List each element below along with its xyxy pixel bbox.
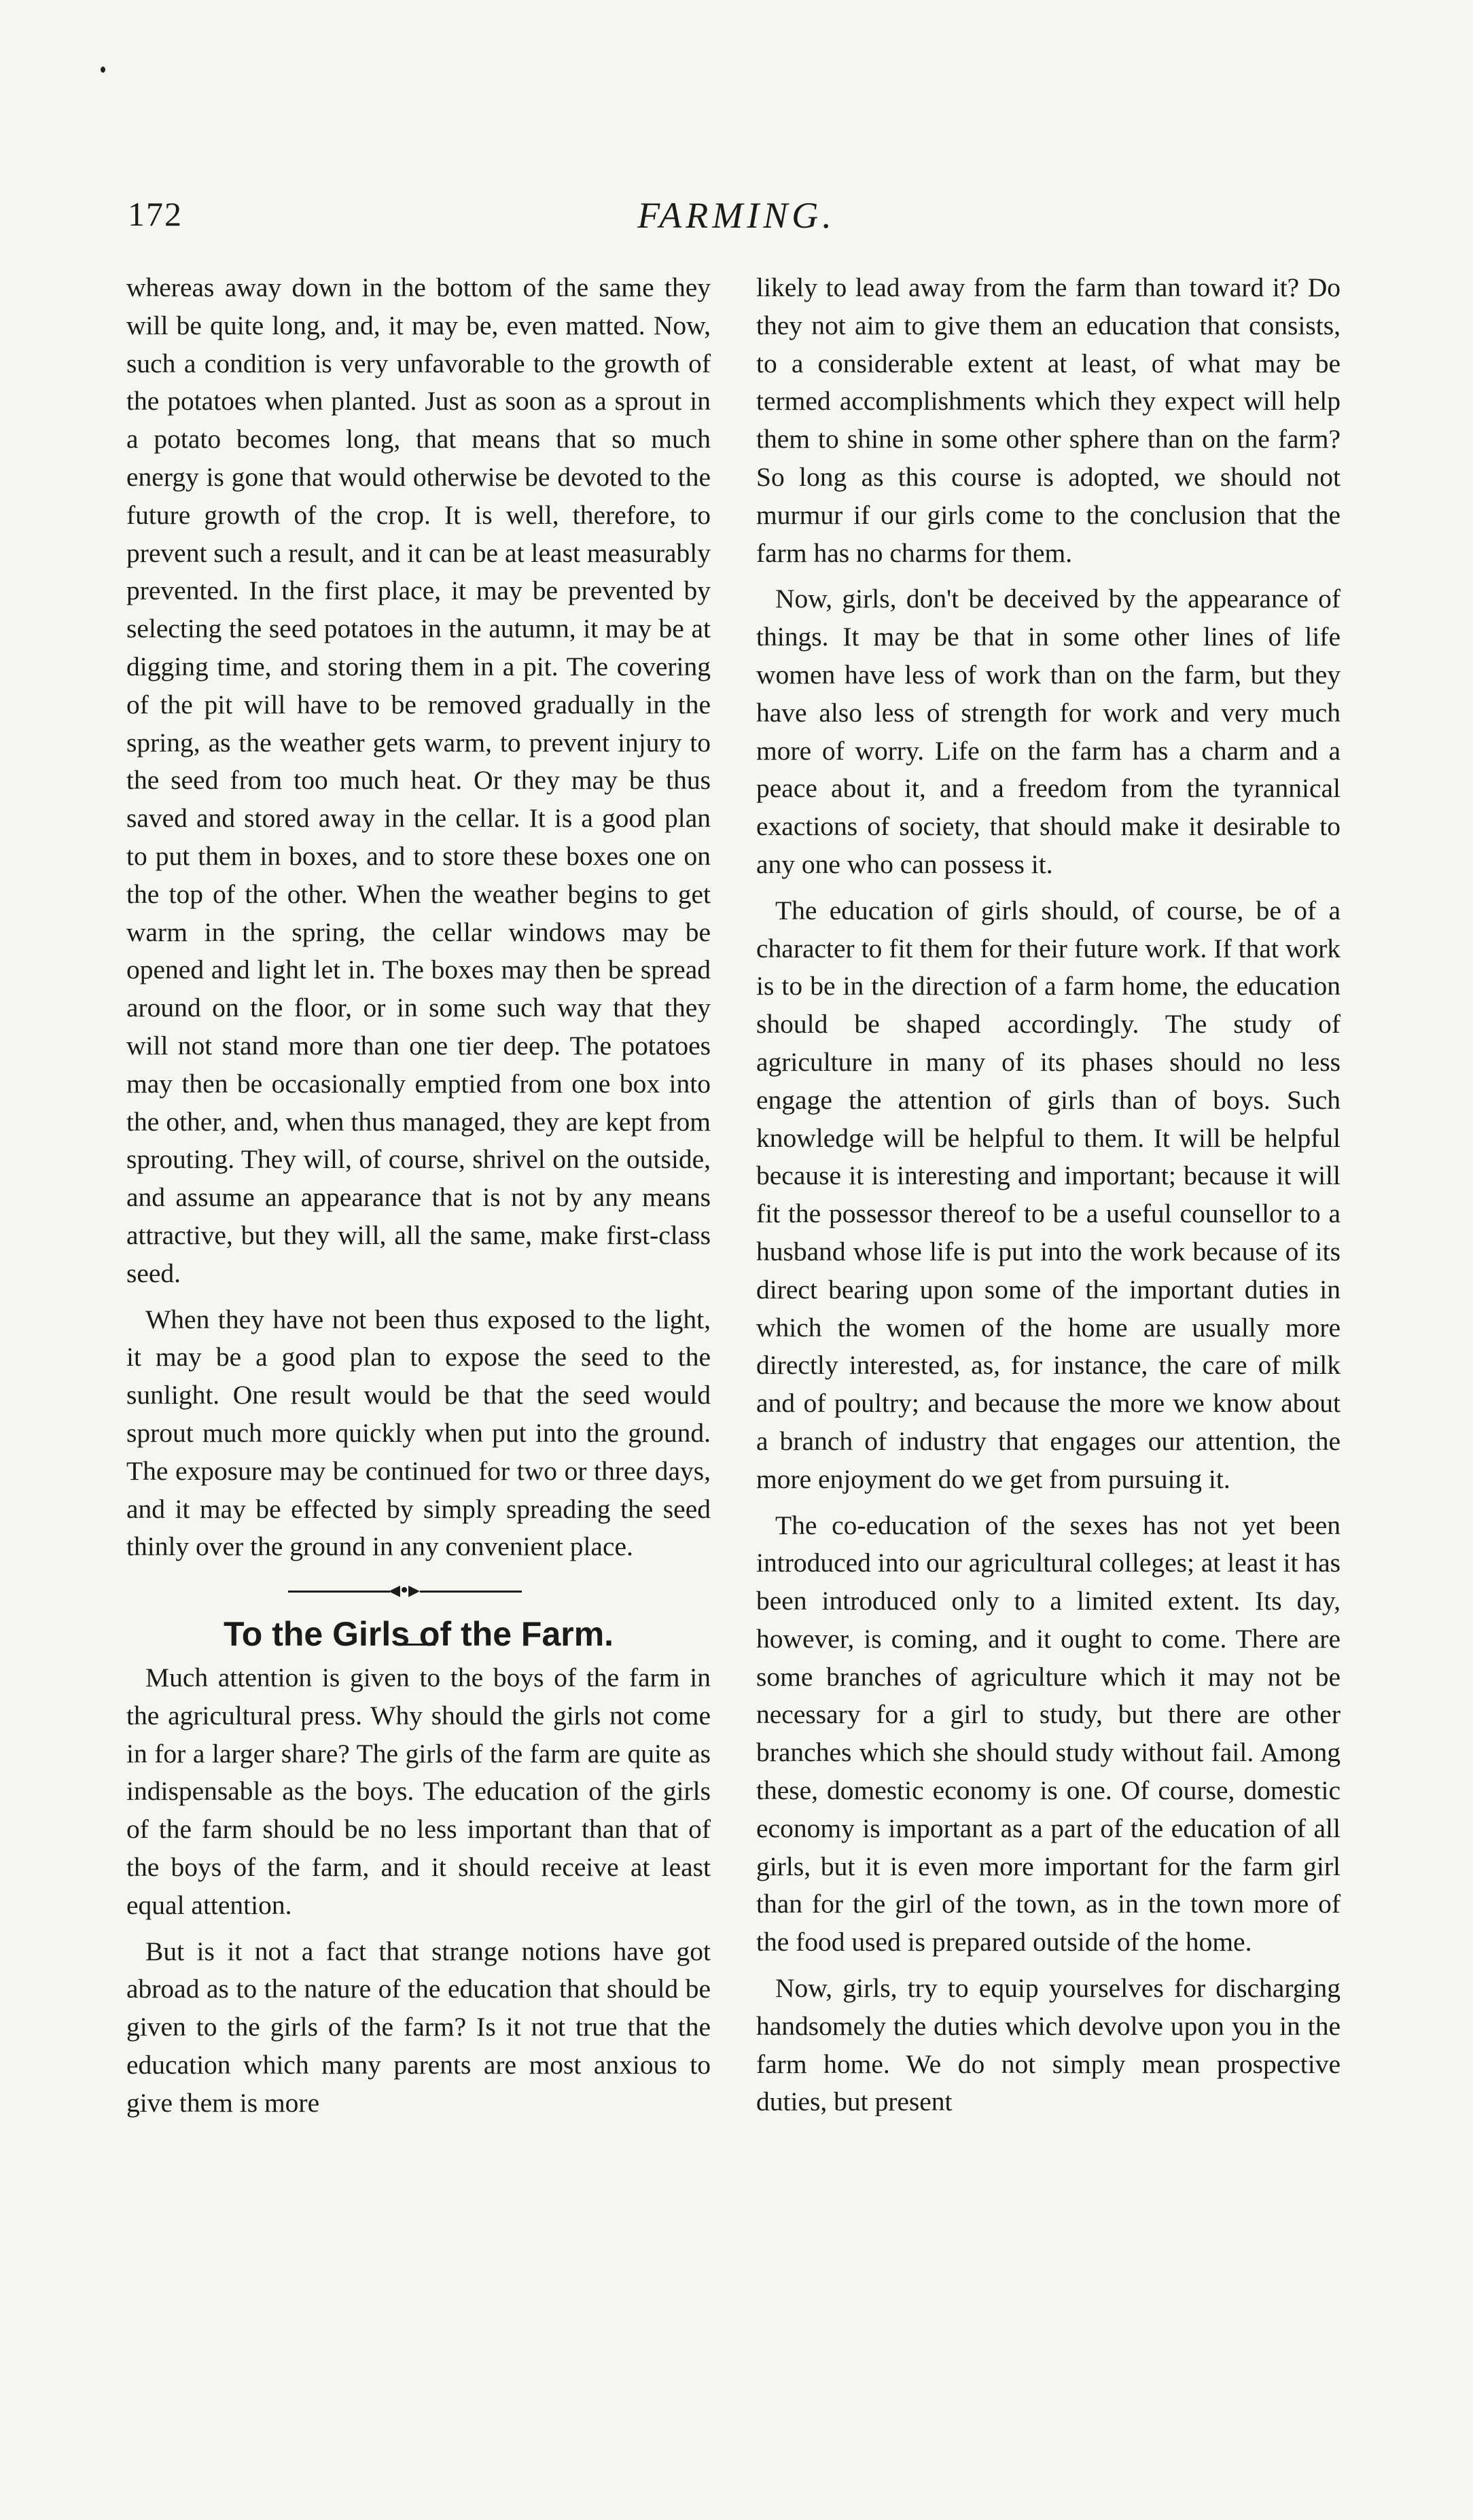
section-title: To the Girls of the Farm. <box>223 1615 614 1654</box>
divider-line <box>288 1591 390 1593</box>
left-column <box>126 269 711 2123</box>
paragraph: But is it not a fact that strange notions have got abroad as to the nature of the education that should be given to the girls of the farm? Is it not true that the education which many parents are most anxious to give them is more <box>126 1936 711 2118</box>
margin-speck <box>101 67 105 73</box>
page-number: 172 <box>128 195 183 233</box>
paragraph: Now, girls, try to equip yourselves for discharging handsomely the duties which devolve upon you in the farm home. We do not simply mean prospective duties, but present <box>756 1973 1341 2117</box>
paragraph: likely to lead away from the farm than toward it? Do they not aim to give them an education that consists, to a considerable extent at least, of what may be termed accomplishments which they expect will help them to shine in some other sphere than on the farm? So long as this course is adopted, we should not murmur if our girls come to the conclusion that the farm has no charms for them. <box>756 272 1341 568</box>
paragraph: The co-education of the sexes has not yet been introduced into our agricultural colleges; at least it has been introduced only to a limited extent. Its day, however, is coming, and it ought to come. There are some branches of agriculture which it may not be necessary for a girl to study, but there are other branches which she should study without fail. Among these, domestic economy is one. Of course, domestic economy is important as a part of the education of all girls, but it is even more important for the farm girl than for the girl of the town, as in the town more of the food used is prepared outside of the home. <box>756 1510 1341 1957</box>
running-title: FARMING. <box>637 195 836 236</box>
paragraph: Now, girls, don't be deceived by the appearance of things. It may be that in some other lines of life women have less of work than on the farm, but they have also less of strength for work and very much more of worry. Life on the farm has a charm and a peace about it, and a freedom from the tyrannical exactions of society, that should make it desirable to any one who can possess it. <box>756 584 1341 879</box>
paragraph: When they have not been thus exposed to the light, it may be a good plan to expose the seed to the sunlight. One result would be that the seed would sprout much more quickly when put into the ground. The exposure may be continued for two or three days, and it may be effected by simply spreading the seed thinly over the ground in any convenient place. <box>126 1304 711 1562</box>
paragraph: whereas away down in the bottom of the same they will be quite long, and, it may be, even matted. Now, such a condition is very unfavorable to the growth of the potatoes when planted. Just as soon as a sprout in a potato becomes long, that means that so much energy is gone that would otherwise be devoted to the future growth of the crop. It is well, therefore, to prevent such a result, and it can be at least measurably prevented. In the first place, it may be prevented by selecting the seed potatoes in the autumn, it may be at digging time, and storing them in a pit. The covering of the pit will have to be removed gradually in the spring, as the weather gets warm, to prevent injury to the seed from too much heat. Or they may be thus saved and stored away in the cellar. It is a good plan to put them in boxes, and to store these boxes one on the top of the other. When the weather begins to get warm in the spring, the cellar windows may be opened and light let in. The boxes may then be spread around on the floor, or in some such way that they will not stand more than one tier deep. The potatoes may then be occasionally emptied from one box into the other, and, when thus managed, they are kept from sprouting. They will, of course, shrivel on the outside, and assume an appearance that is not by any means attractive, but they will, all the same, make first-class seed. <box>126 272 711 1288</box>
paragraph: The education of girls should, of course, be of a character to fit them for their future work. If that work is to be in the direction of a farm home, the education should be shaped accordingly. The study of agriculture in many of its phases should no less engage the attention of girls than of boys. Such knowledge will be helpful to them. It will be helpful because it is interesting and important; because it will fit the possessor thereof to be a useful counsellor to a husband whose life is put into the work because of its direct bearing upon some of the important duties in which the women of the home are usually more directly interested, as, for instance, the care of milk and of poultry; and because the more we know about a branch of industry that engages our attention, the more enjoyment do we get from pursuing it. <box>756 895 1341 1494</box>
right-column <box>756 269 1341 2121</box>
divider-ornament: ◂•▸ <box>389 1578 421 1603</box>
section-divider <box>126 1578 711 1603</box>
paragraph: Much attention is given to the boys of the farm in the agricultural press. Why should the girls not come in for a larger share? The girls of the farm are quite as indispensable as the boys. The education of the girls of the farm should be no less important than that of the boys of the farm, and it should receive at least equal attention. <box>126 1663 711 1920</box>
divider-line <box>420 1591 522 1593</box>
